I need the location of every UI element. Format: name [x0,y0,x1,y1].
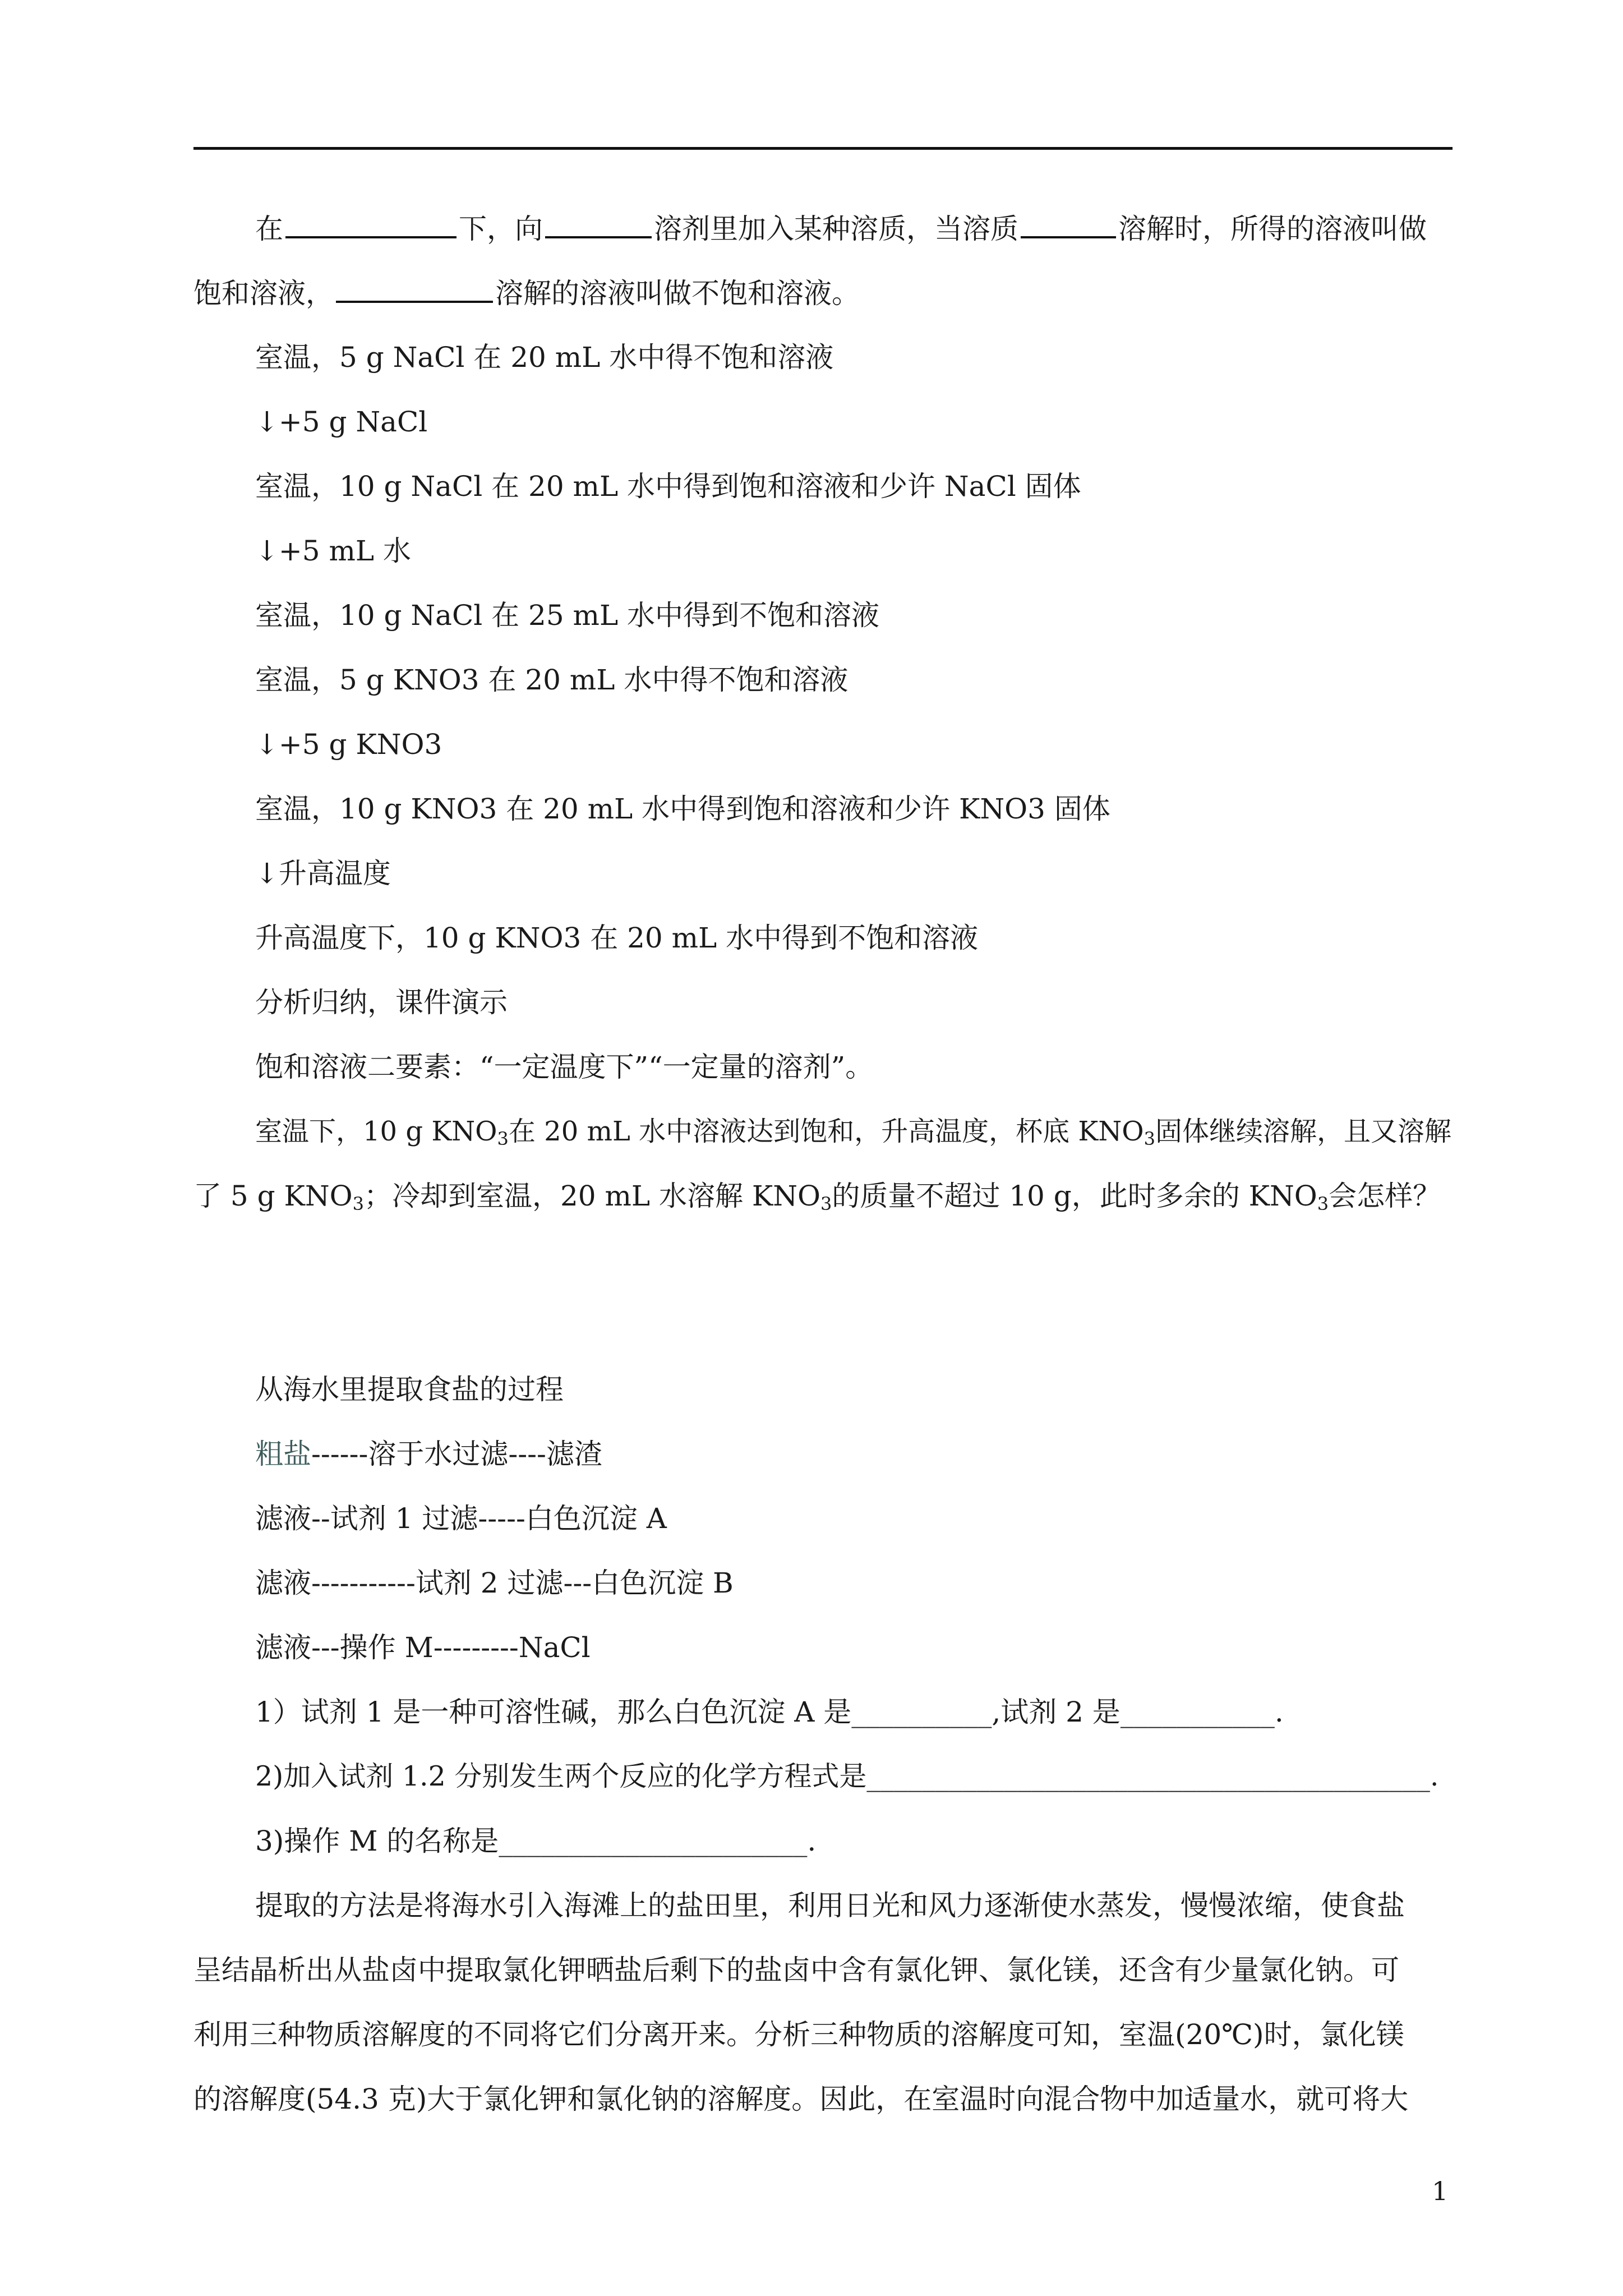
text: ,试剂 2 是 [992,1696,1121,1728]
answer-blank[interactable]: _________________________________________ [866,1760,1430,1792]
kno3-line-1 [255,1115,1451,1148]
text: 饱和溶液， [193,277,334,310]
fill-in-line-2 [193,276,860,310]
answer-blank[interactable]: ______________________ [499,1825,808,1857]
answer-blank[interactable] [545,211,652,238]
answer-blank[interactable] [285,211,457,238]
text: . [807,1825,817,1857]
question-1 [255,1695,1284,1729]
flow-line: 滤液-----------试剂 2 过滤---白色沉淀 B [255,1567,734,1599]
text: 溶剂里加入某种溶质，当溶质 [654,213,1018,245]
fill-in-line-1 [255,211,1427,246]
paragraph-line: 提取的方法是将海水引入海滩上的盐田里，利用日光和风力逐渐使水蒸发，慢慢浓缩，使食盐 [255,1889,1405,1922]
text: 下，向 [459,213,543,245]
flow-line [255,1437,602,1471]
answer-blank[interactable] [1021,211,1116,238]
section-title: 从海水里提取食盐的过程 [255,1373,564,1406]
header-rule [193,147,1453,150]
paragraph-line: 利用三种物质溶解度的不同将它们分离开来。分析三种物质的溶解度可知，室温(20℃)时，氯化镁 [193,2018,1404,2051]
experiment-line: ↓升高温度 [255,857,391,890]
subscript: 3 [1144,1128,1155,1149]
text: 室温下，10 g KNO [255,1116,497,1147]
experiment-line: ↓+5 mL 水 [255,535,412,567]
experiment-line: 室温，10 g NaCl 在 20 mL 水中得到饱和溶液和少许 NaCl 固体 [255,470,1081,503]
answer-blank[interactable]: ___________ [1120,1696,1275,1728]
text: 1）试剂 1 是一种可溶性碱，那么白色沉淀 A 是 [255,1696,852,1728]
experiment-line: 分析归纳，课件演示 [255,986,508,1019]
answer-blank[interactable] [336,276,493,303]
experiment-line: ↓+5 g KNO3 [255,728,442,761]
experiment-line: 室温，5 g NaCl 在 20 mL 水中得不饱和溶液 [255,341,834,374]
text: . [1430,1760,1439,1792]
paragraph-line: 的溶解度(54.3 克)大于氯化钾和氯化钠的溶解度。因此，在室温时向混合物中加适量水，就可将大 [193,2083,1409,2115]
flow-line: 滤液--试剂 1 过滤-----白色沉淀 A [255,1502,667,1535]
subscript: 3 [497,1128,509,1149]
flow-line: 滤液---操作 M---------NaCl [255,1631,591,1664]
subscript: 3 [820,1193,832,1214]
text: ；冷却到室温，20 mL 水溶解 KNO [363,1180,820,1212]
text: 了 5 g KNO [193,1180,353,1212]
text: 会怎样？ [1329,1180,1441,1212]
experiment-line: 饱和溶液二要素：“一定温度下”“一定量的溶剂”。 [255,1051,874,1083]
kno3-line-2 [193,1179,1441,1213]
subscript: 3 [1317,1193,1329,1214]
question-2 [255,1760,1438,1793]
question-3 [255,1824,816,1858]
text: 在 20 mL 水中溶液达到饱和，升高温度，杯底 KNO [508,1116,1144,1147]
paragraph-line: 呈结晶析出从盐卤中提取氯化钾晒盐后剩下的盐卤中含有氯化钾、氯化镁，还含有少量氯化钠。可 [193,1954,1399,1986]
text: 的质量不超过 10 g，此时多余的 KNO [832,1180,1317,1212]
experiment-line: ↓+5 g NaCl [255,406,428,438]
crude-salt-label: 粗盐 [255,1438,311,1470]
text: 2)加入试剂 1.2 分别发生两个反应的化学方程式是 [255,1760,867,1792]
text: 溶解时，所得的溶液叫做 [1118,213,1427,245]
text: 固体继续溶解，且又溶解 [1155,1116,1451,1147]
text: ------溶于水过滤----滤渣 [311,1438,602,1470]
page-number: 1 [1432,2176,1449,2206]
subscript: 3 [352,1193,364,1214]
text: 在 [255,213,283,245]
experiment-line: 室温，5 g KNO3 在 20 mL 水中得不饱和溶液 [255,664,849,696]
experiment-line: 室温，10 g NaCl 在 25 mL 水中得到不饱和溶液 [255,599,880,632]
text: . [1274,1696,1284,1728]
text: 溶解的溶液叫做不饱和溶液。 [495,277,860,310]
experiment-line: 室温，10 g KNO3 在 20 mL 水中得到饱和溶液和少许 KNO3 固体 [255,793,1110,825]
text: 3)操作 M 的名称是 [255,1825,499,1857]
answer-blank[interactable]: __________ [851,1696,992,1728]
experiment-line: 升高温度下，10 g KNO3 在 20 mL 水中得到不饱和溶液 [255,922,979,954]
